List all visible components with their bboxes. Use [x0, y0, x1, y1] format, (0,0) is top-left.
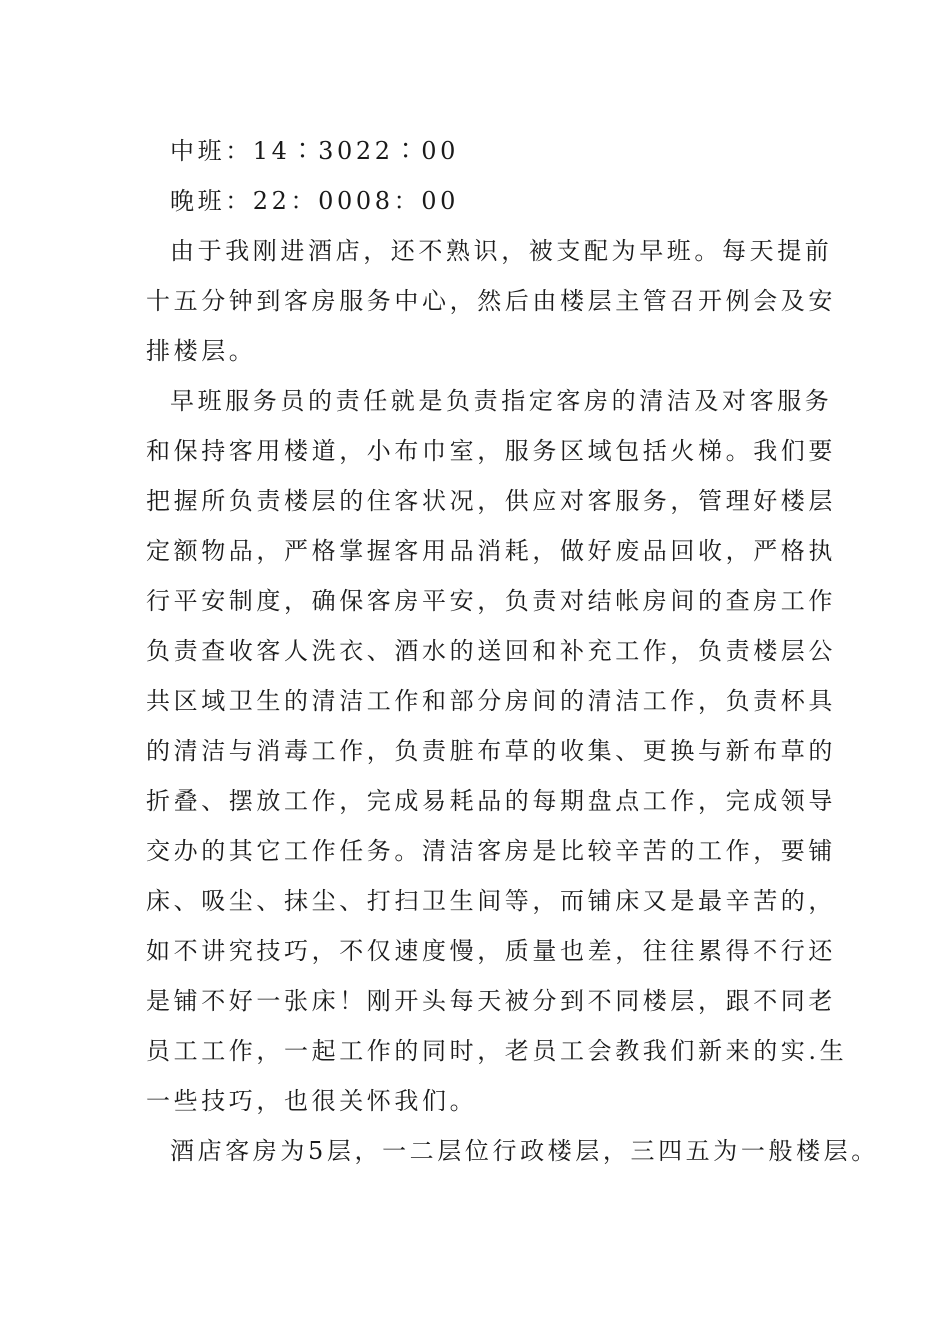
paragraph-2-line-15: 一些技巧，也很关怀我们。	[146, 1087, 478, 1115]
paragraph-3-line-1: 酒店客房为5层，一二层位行政楼层，三四五为一般楼层。	[170, 1137, 879, 1165]
paragraph-2-line-2: 和保持客用楼道，小布巾室，服务区域包括火梯。我们要	[146, 437, 836, 465]
paragraph-2-line-7: 共区域卫生的清洁工作和部分房间的清洁工作，负责杯具	[146, 687, 836, 715]
shift-line-middle: 中班：14∶3022∶00	[170, 137, 459, 165]
paragraph-2-line-11: 床、吸尘、抹尘、打扫卫生间等，而铺床又是最辛苦的，	[146, 887, 836, 915]
paragraph-2-line-9: 折叠、摆放工作，完成易耗品的每期盘点工作，完成领导	[146, 787, 836, 815]
paragraph-2-line-5: 行平安制度，确保客房平安，负责对结帐房间的查房工作	[146, 587, 836, 615]
paragraph-2-line-1: 早班服务员的责任就是负责指定客房的清洁及对客服务	[170, 387, 833, 415]
document-body	[146, 126, 879, 1176]
shift-line-night: 晚班：22：0008：00	[170, 187, 459, 215]
paragraph-1-line-1: 由于我刚进酒店，还不熟识，被支配为早班。每天提前	[170, 237, 833, 265]
paragraph-2-line-8: 的清洁与消毒工作，负责脏布草的收集、更换与新布草的	[146, 737, 836, 765]
paragraph-1-line-2: 十五分钟到客房服务中心，然后由楼层主管召开例会及安	[146, 287, 836, 315]
paragraph-2-line-12: 如不讲究技巧，不仅速度慢，质量也差，往往累得不行还	[146, 937, 836, 965]
paragraph-2-line-14: 员工工作，一起工作的同时，老员工会教我们新来的实.生	[146, 1037, 848, 1065]
paragraph-2-line-10: 交办的其它工作任务。清洁客房是比较辛苦的工作，要铺	[146, 837, 836, 865]
paragraph-1-line-3: 排楼层。	[146, 337, 257, 365]
paragraph-2-line-13: 是铺不好一张床！刚开头每天被分到不同楼层，跟不同老	[146, 987, 836, 1015]
paragraph-2-line-3: 把握所负责楼层的住客状况，供应对客服务，管理好楼层	[146, 487, 836, 515]
paragraph-2-line-6: 负责查收客人洗衣、酒水的送回和补充工作，负责楼层公	[146, 637, 836, 665]
paragraph-2-line-4: 定额物品，严格掌握客用品消耗，做好废品回收，严格执	[146, 537, 836, 565]
